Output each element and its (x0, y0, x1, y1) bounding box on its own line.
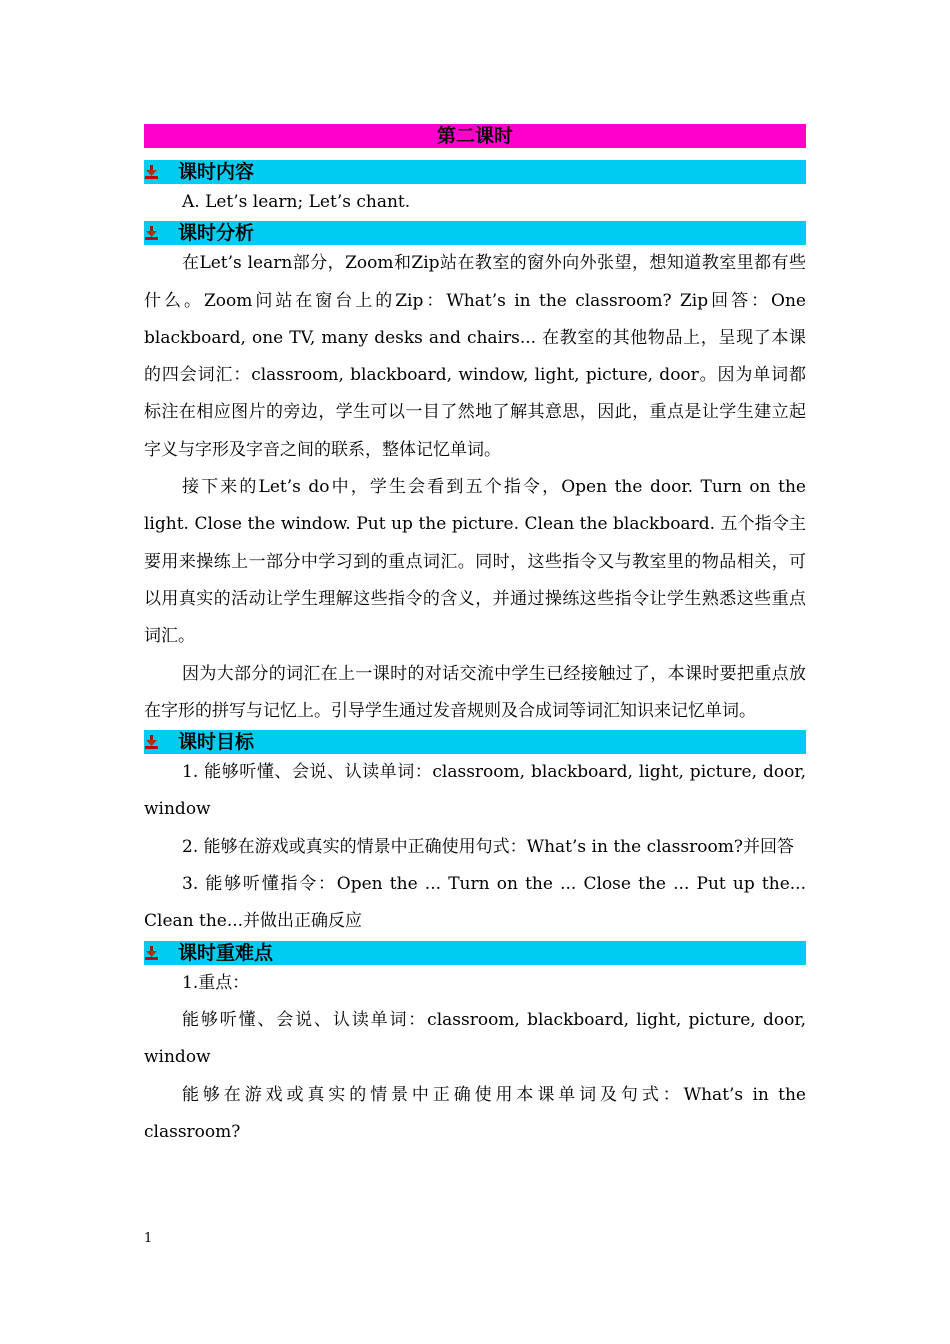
section-heading-key-points (144, 941, 806, 965)
paragraph: 接下来的Let’s do中，学生会看到五个指令，Open the door. Turn on the light. Close the window. Put up the picture. Clean the blackboard. 五个指令主要用来操练上一部分中学习到的重点词汇。同时，这些指令又与教室里的物品相关，可以用真实的活动让学生理解这些指令的含义，并通过操练这些指令让学生熟悉这些重点词汇。 (144, 477, 806, 647)
section-heading-objectives (144, 730, 806, 754)
paragraph: 能够在游戏或真实的情景中正确使用本课单词及句式：What’s in the classroom? (144, 1084, 806, 1142)
page-title: 第二课时 (144, 124, 806, 148)
paragraph: 在Let’s learn部分，Zoom和Zip站在教室的窗外向外张望，想知道教室里都有些什么。Zoom问站在窗台上的Zip：What’s in the classroom? Zip回答：One blackboard, one TV, many desks and chairs... 在教室的其他物品上，呈现了本课的四会词汇：classroom, blackboard, window, light, picture, door。因为单词都标注在相应图片的旁边，学生可以一目了然地了解其意思，因此，重点是让学生建立起字义与字形及字音之间的联系，整体记忆单词。 (144, 253, 806, 460)
page-number: 1 (144, 1231, 153, 1246)
section-heading-content (144, 160, 806, 184)
paragraph: 因为大部分的词汇在上一课时的对话交流中学生已经接触过了，本课时要把重点放在字形的拼写与记忆上。引导学生通过发音规则及合成词等词汇知识来记忆单词。 (144, 663, 806, 721)
section-heading-label: 课时分析 (178, 222, 255, 245)
document-page (144, 124, 806, 1151)
paragraph: 能够听懂、会说、认读单词：classroom, blackboard, light, picture, door, window (144, 1009, 806, 1068)
paragraph: 1. 能够听懂、会说、认读单词：classroom, blackboard, light, picture, door, window (144, 762, 806, 820)
section-heading-label: 课时重难点 (178, 941, 274, 964)
paragraph: 2. 能够在游戏或真实的情景中正确使用句式：What’s in the classroom?并回答 (182, 836, 794, 857)
paragraph: 3. 能够听懂指令：Open the ... Turn on the ... Close the ... Put up the... Clean the...并做出正确反应 (144, 874, 806, 932)
down-arrow-bullet-icon (145, 735, 158, 749)
paragraph: A. Let’s learn; Let’s chant. (182, 192, 411, 212)
section-heading-analysis (144, 221, 806, 245)
section-heading-label: 课时内容 (178, 161, 255, 183)
paragraph: 1.重点： (182, 972, 250, 993)
down-arrow-bullet-icon (145, 165, 158, 179)
section-heading-label: 课时目标 (178, 731, 255, 754)
down-arrow-bullet-icon (145, 226, 158, 240)
down-arrow-bullet-icon (145, 946, 158, 960)
